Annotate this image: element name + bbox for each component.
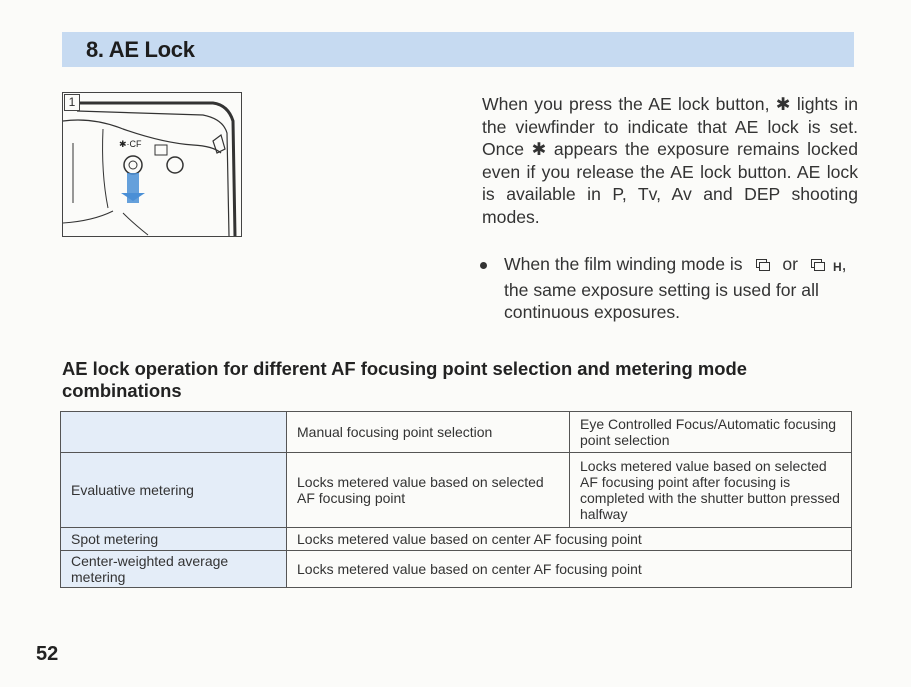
camera-illustration bbox=[62, 92, 242, 237]
high-speed-suffix: H bbox=[832, 260, 842, 274]
row-auto-value: Locks metered value based on selected AF focusing point after focusing is completed with the shutter button pressed halfway bbox=[570, 453, 852, 528]
header-manual: Manual focusing point selection bbox=[287, 412, 570, 453]
row-combined-value: Locks metered value based on center AF focusing point bbox=[287, 528, 852, 551]
row-manual-value: Locks metered value based on selected AF focusing point bbox=[287, 453, 570, 528]
film-winding-note bbox=[480, 253, 860, 324]
figure-number: 1 bbox=[64, 94, 80, 111]
camera-top-drawing bbox=[63, 93, 241, 236]
row-mode: Evaluative metering bbox=[61, 453, 287, 528]
table-row bbox=[61, 528, 852, 551]
continuous-shooting-icon bbox=[756, 259, 770, 271]
bullet-before: When the film winding mode is bbox=[504, 254, 743, 274]
section-title: 8. AE Lock bbox=[86, 37, 195, 62]
row-mode: Center-weighted average metering bbox=[61, 551, 287, 588]
film-winding-note-text bbox=[504, 253, 860, 324]
bullet-dot bbox=[480, 262, 487, 269]
bullet-or: or bbox=[782, 254, 799, 274]
row-mode: Spot metering bbox=[61, 528, 287, 551]
section-title-bar bbox=[62, 32, 854, 67]
ae-lock-paragraph: When you press the AE lock button, ✱ lights in the viewfinder to indicate that AE lock is set. Once ✱ appears the exposure remains locked even if you release the AE lock button. AE lock is available in P, Tv, Av and DEP shooting modes. bbox=[482, 94, 858, 227]
table-heading: AE lock operation for different AF focusing point selection and metering mode combinations bbox=[62, 358, 747, 401]
table-row bbox=[61, 453, 852, 528]
table-header-row bbox=[61, 412, 852, 453]
high-speed-continuous-icon bbox=[811, 259, 825, 271]
ae-lock-table bbox=[60, 411, 852, 588]
ae-lock-star-label: ✱·CF bbox=[119, 139, 142, 149]
table-row bbox=[61, 551, 852, 588]
header-auto: Eye Controlled Focus/Automatic focusing point selection bbox=[570, 412, 852, 453]
bullet-after: , the same exposure setting is used for all continuous exposures. bbox=[504, 254, 847, 322]
header-corner-cell bbox=[61, 412, 287, 453]
ae-lock-description bbox=[482, 93, 858, 228]
row-combined-value: Locks metered value based on center AF focusing point bbox=[287, 551, 852, 588]
page-number: 52 bbox=[36, 643, 59, 665]
